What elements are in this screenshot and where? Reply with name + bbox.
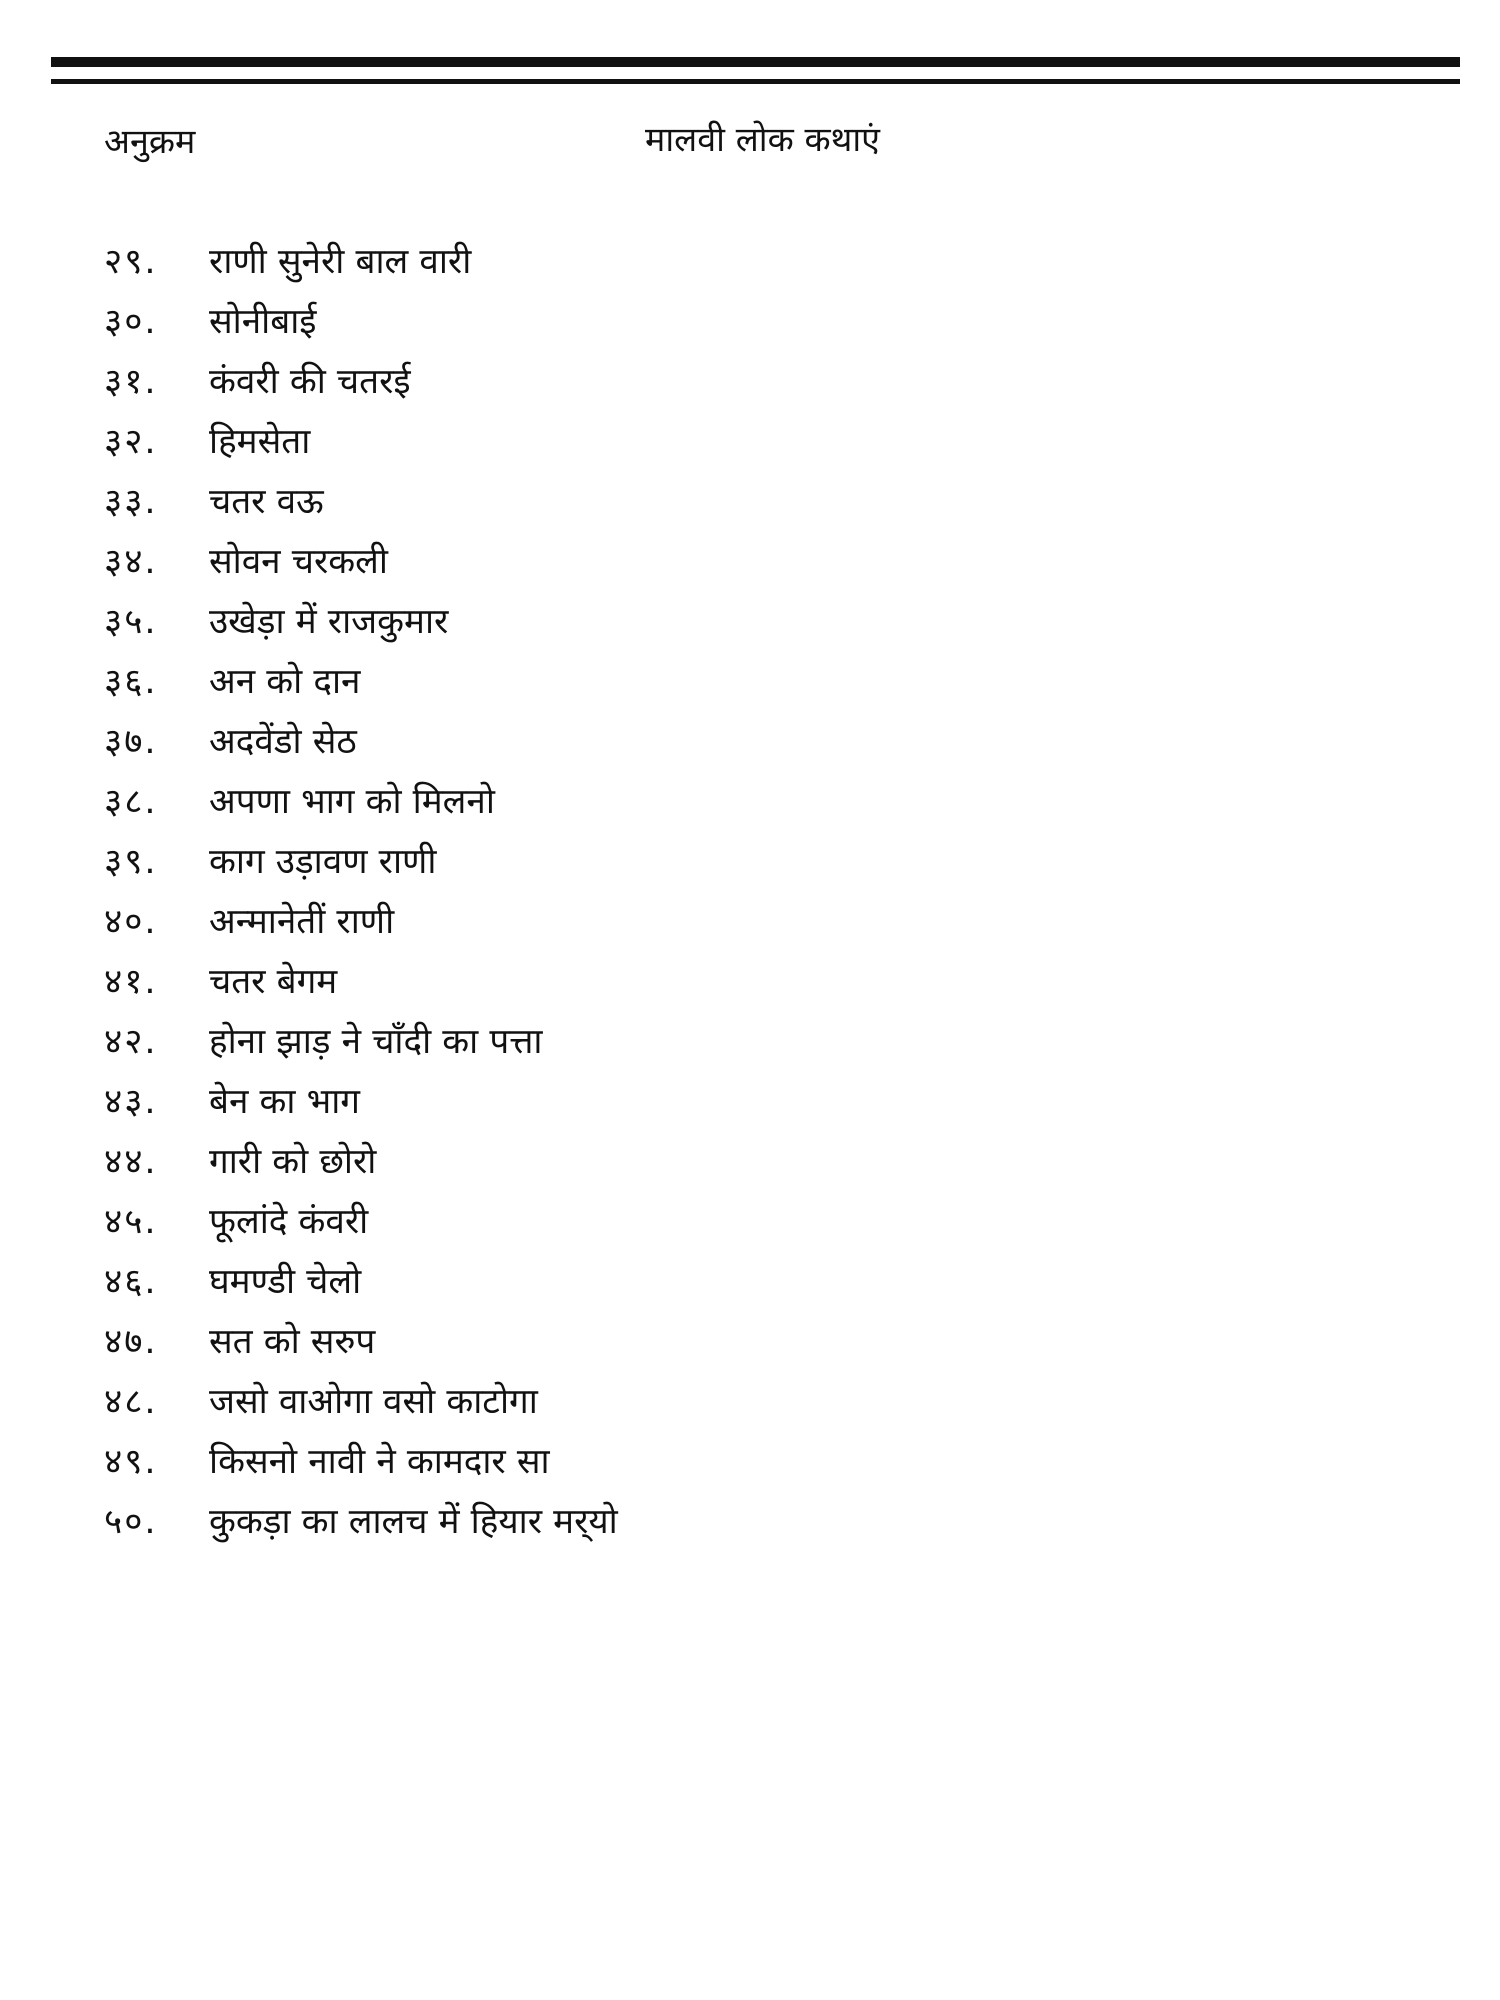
toc-number: ५०.	[104, 1502, 158, 1542]
toc-entry	[104, 712, 618, 772]
toc-number: ४६.	[104, 1262, 158, 1302]
toc-entry	[104, 1432, 618, 1492]
toc-entry	[104, 1072, 618, 1132]
toc-entry	[104, 1372, 618, 1432]
toc-number: ४४.	[104, 1142, 158, 1182]
toc-number: ३१.	[104, 362, 158, 402]
table-of-contents	[104, 232, 618, 1552]
section-label: अनुक्रम	[104, 122, 196, 162]
toc-title: जसो वाओगा वसो काटोगा	[209, 1382, 538, 1422]
toc-number: ३२.	[104, 422, 158, 462]
toc-number: ३६.	[104, 662, 158, 702]
toc-title: राणी सुनेरी बाल वारी	[209, 242, 472, 282]
toc-entry	[104, 832, 618, 892]
toc-title: फूलांदे कंवरी	[209, 1202, 369, 1242]
toc-number: ४९.	[104, 1442, 158, 1482]
toc-entry	[104, 652, 618, 712]
toc-title: गारी को छोरो	[209, 1142, 377, 1182]
toc-title: अपणा भाग को मिलनो	[209, 782, 495, 822]
toc-title: कुकड़ा का लालच में हियार मर्‌यो	[209, 1502, 618, 1542]
toc-entry	[104, 772, 618, 832]
toc-entry	[104, 1012, 618, 1072]
toc-number: ४५.	[104, 1202, 158, 1242]
toc-entry	[104, 352, 618, 412]
toc-entry	[104, 1312, 618, 1372]
toc-title: कंवरी की चतरई	[209, 362, 411, 402]
toc-title: उखेड़ा में राजकुमार	[209, 602, 449, 642]
toc-entry	[104, 412, 618, 472]
header-rule-thick	[51, 57, 1460, 67]
toc-entry	[104, 892, 618, 952]
toc-title: सत को सरुप	[209, 1322, 376, 1362]
toc-title: बेन का भाग	[209, 1082, 360, 1122]
toc-title: काग उड़ावण राणी	[209, 842, 437, 882]
toc-entry	[104, 1192, 618, 1252]
toc-title: होना झाड़ ने चाँदी का पत्ता	[209, 1022, 543, 1062]
toc-number: ३७.	[104, 722, 158, 762]
toc-number: ४७.	[104, 1322, 158, 1362]
toc-title: किसनो नावी ने कामदार सा	[209, 1442, 550, 1482]
toc-entry	[104, 1132, 618, 1192]
toc-number: ४२.	[104, 1022, 158, 1062]
header-rule-thin	[51, 79, 1460, 84]
toc-number: ४०.	[104, 902, 158, 942]
toc-title: अन को दान	[209, 662, 361, 702]
toc-number: २९.	[104, 242, 158, 282]
toc-number: ३०.	[104, 302, 158, 342]
toc-number: ४३.	[104, 1082, 158, 1122]
toc-number: ३९.	[104, 842, 158, 882]
toc-title: अदवेंडो सेठ	[209, 722, 357, 762]
book-title: मालवी लोक कथाएं	[645, 120, 880, 160]
toc-title: घमण्डी चेलो	[209, 1262, 362, 1302]
toc-title: चतर वऊ	[209, 482, 324, 522]
toc-number: ३५.	[104, 602, 158, 642]
toc-title: हिमसेता	[209, 422, 311, 462]
toc-number: ३८.	[104, 782, 158, 822]
toc-number: ४८.	[104, 1382, 158, 1422]
toc-entry	[104, 1252, 618, 1312]
toc-entry	[104, 1492, 618, 1552]
toc-title: सोनीबाई	[209, 302, 317, 342]
toc-number: ३३.	[104, 482, 158, 522]
toc-title: अन्मानेतीं राणी	[209, 902, 395, 942]
toc-entry	[104, 952, 618, 1012]
toc-entry	[104, 592, 618, 652]
toc-number: ४१.	[104, 962, 158, 1002]
toc-entry	[104, 292, 618, 352]
toc-title: सोवन चरकली	[209, 542, 388, 582]
toc-entry	[104, 232, 618, 292]
toc-title: चतर बेगम	[209, 962, 338, 1002]
toc-entry	[104, 532, 618, 592]
toc-number: ३४.	[104, 542, 158, 582]
toc-entry	[104, 472, 618, 532]
